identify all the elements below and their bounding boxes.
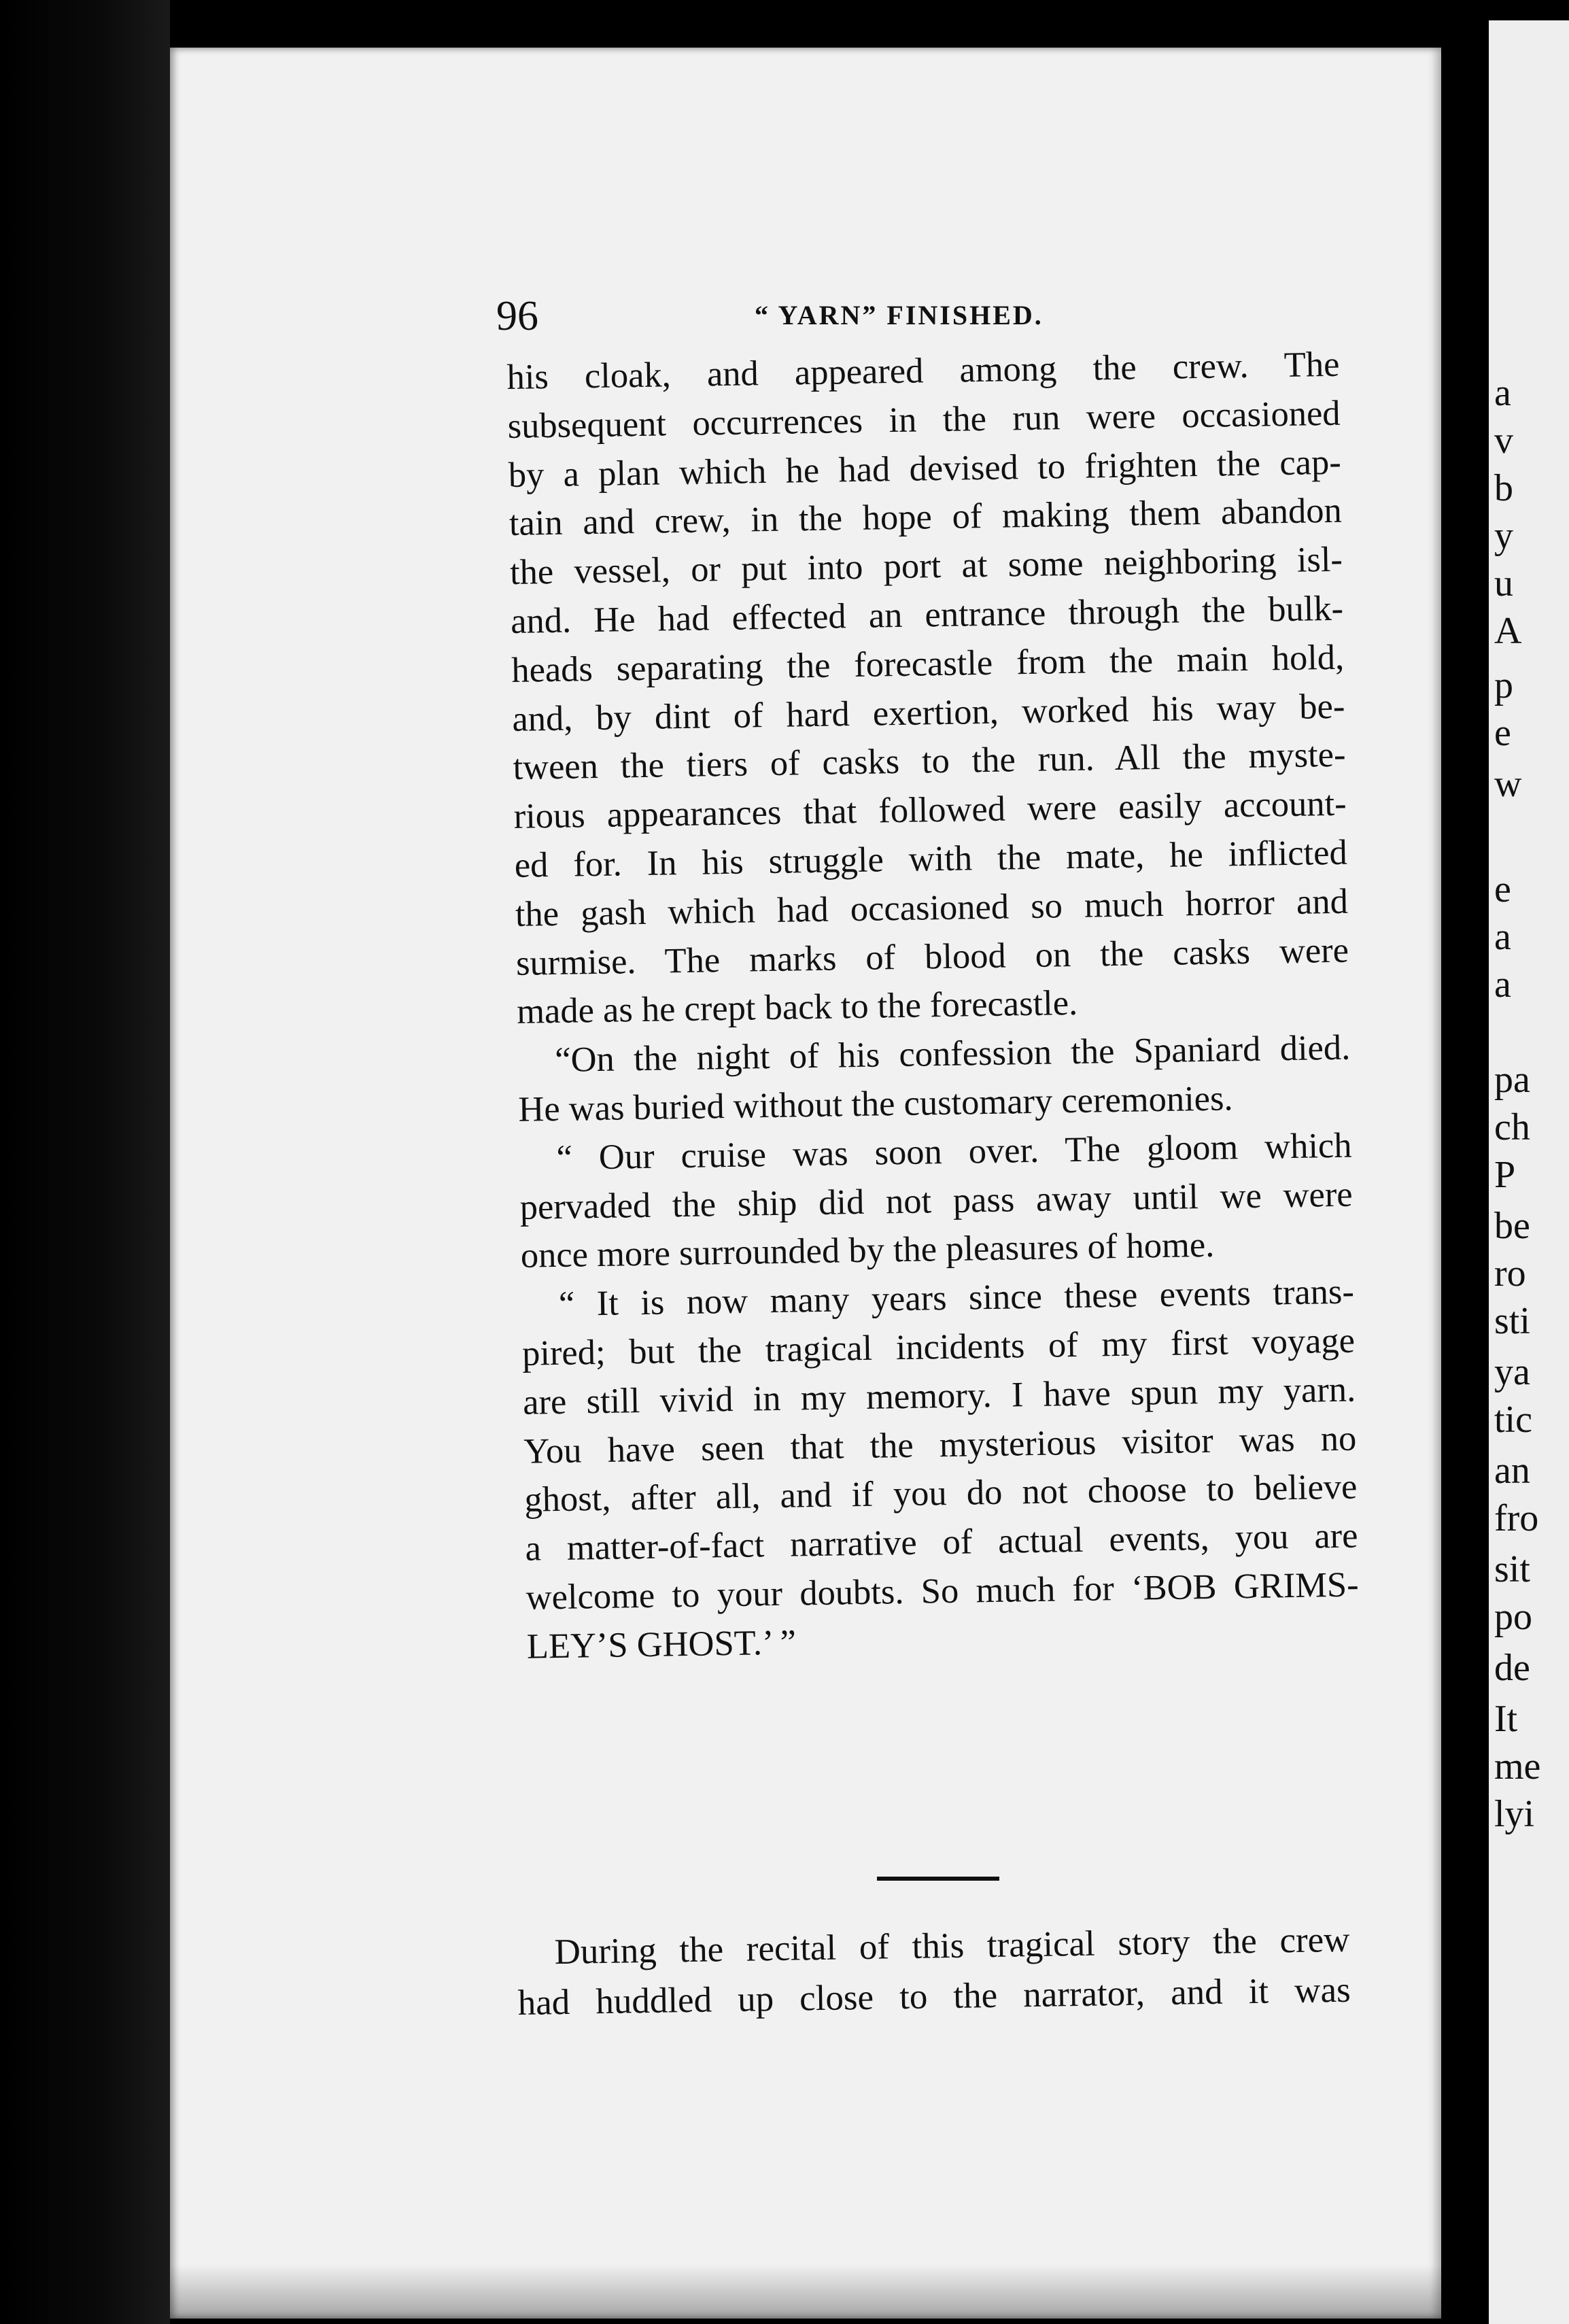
text-line: once more surrounded by the pleasures of home. xyxy=(520,1225,1215,1276)
text-line: tween the tiers of casks to the run. All the myste- xyxy=(513,735,1346,788)
facing-page-fragment: sit xyxy=(1494,1548,1530,1590)
facing-page-fragment: P xyxy=(1494,1154,1516,1196)
text-line: rious appearances that followed were easily account- xyxy=(513,783,1347,837)
text-line: the vessel, or put into port at some neighboring isl- xyxy=(509,539,1343,593)
facing-page-fragment: ro xyxy=(1494,1252,1526,1295)
text-line: made as he crept back to the forecastle. xyxy=(516,983,1078,1032)
facing-page-fragment: me xyxy=(1494,1745,1541,1788)
text-line: LEY’S GHOST.’ ” xyxy=(526,1622,797,1667)
text-line: his cloak, and appeared among the crew. The xyxy=(506,344,1340,397)
text-line: subsequent occurrences in the run were occasioned xyxy=(507,393,1341,446)
text-line: surmise. The marks of blood on the casks were xyxy=(515,930,1349,983)
facing-page-fragment: p xyxy=(1494,664,1513,706)
facing-page-fragment: y xyxy=(1494,515,1513,557)
facing-page-edge xyxy=(1489,20,1569,2324)
facing-page-fragment: a xyxy=(1494,963,1511,1006)
text-line: You have seen that the mysterious visitor was no xyxy=(523,1418,1357,1471)
text-line: and. He had effected an entrance through the bulk- xyxy=(510,588,1344,641)
facing-page-fragment: ya xyxy=(1494,1351,1530,1393)
facing-page-fragment: u xyxy=(1494,562,1513,604)
text-line: the gash which had occasioned so much horror and xyxy=(515,881,1349,934)
text-line: a matter-of-fact narrative of actual events, you are xyxy=(525,1516,1358,1569)
text-line: “ It is now many years since these events trans- xyxy=(558,1271,1355,1325)
facing-page-fragment: v xyxy=(1494,420,1513,462)
running-head-title: “ YARN” FINISHED. xyxy=(755,300,1044,330)
text-line: are still vivid in my memory. I have spun my yarn. xyxy=(522,1369,1356,1422)
section-divider xyxy=(877,1877,999,1881)
text-line: “On the night of his confession the Spaniard died. xyxy=(554,1027,1351,1080)
facing-page-fragment: de xyxy=(1494,1647,1530,1689)
book-gutter xyxy=(1441,0,1489,2324)
text-line: pired; but the tragical incidents of my first voyage xyxy=(521,1320,1356,1373)
text-line: had huddled up close to the narrator, and it was xyxy=(517,1970,1351,2023)
text-line: heads separating the forecastle from the main hold, xyxy=(511,637,1345,690)
page-shadow xyxy=(170,2264,1441,2324)
facing-page-fragment: w xyxy=(1494,763,1522,805)
facing-page-fragment: tic xyxy=(1494,1399,1532,1441)
facing-page-fragment: fro xyxy=(1494,1497,1539,1539)
text-line: pervaded the ship did not pass away until we were xyxy=(519,1174,1354,1227)
text-line: He was buried without the customary ceremonies. xyxy=(518,1078,1233,1129)
scan-background-left xyxy=(0,0,170,2324)
body-text xyxy=(506,341,1360,1672)
facing-page-fragment: e xyxy=(1494,712,1511,754)
text-line: and, by dint of hard exertion, worked his way be- xyxy=(511,686,1345,739)
text-line: “ Our cruise was soon over. The gloom which xyxy=(556,1125,1352,1178)
facing-page-fragment: be xyxy=(1494,1205,1530,1247)
facing-page-fragment: a xyxy=(1494,372,1511,414)
facing-page-fragment: lyi xyxy=(1494,1793,1535,1835)
facing-page-fragment: ch xyxy=(1494,1106,1530,1148)
text-line: ghost, after all, and if you do not choose to believe xyxy=(524,1467,1358,1520)
facing-page-fragment: It xyxy=(1494,1698,1518,1740)
facing-page-fragment: e xyxy=(1494,868,1511,910)
page-number: 96 xyxy=(496,293,538,339)
facing-page-fragment: pa xyxy=(1494,1059,1530,1101)
facing-page-fragment: po xyxy=(1494,1596,1532,1638)
facing-page-fragment: a xyxy=(1494,916,1511,958)
text-line: ed for. In his struggle with the mate, he inflicted xyxy=(514,832,1348,885)
text-line: During the recital of this tragical story the crew xyxy=(554,1919,1350,1972)
facing-page-fragment: b xyxy=(1494,467,1513,509)
text-line: welcome to your doubts. So much for ‘BOB GRIMS- xyxy=(525,1565,1360,1618)
facing-page-fragment: A xyxy=(1494,610,1522,652)
text-line: tain and crew, in the hope of making them abandon xyxy=(508,491,1343,544)
text-line: by a plan which he had devised to frighten the cap- xyxy=(508,442,1342,495)
facing-page-fragment: an xyxy=(1494,1450,1530,1492)
facing-page-fragment: sti xyxy=(1494,1300,1530,1342)
closing-paragraph xyxy=(517,1915,1351,2028)
